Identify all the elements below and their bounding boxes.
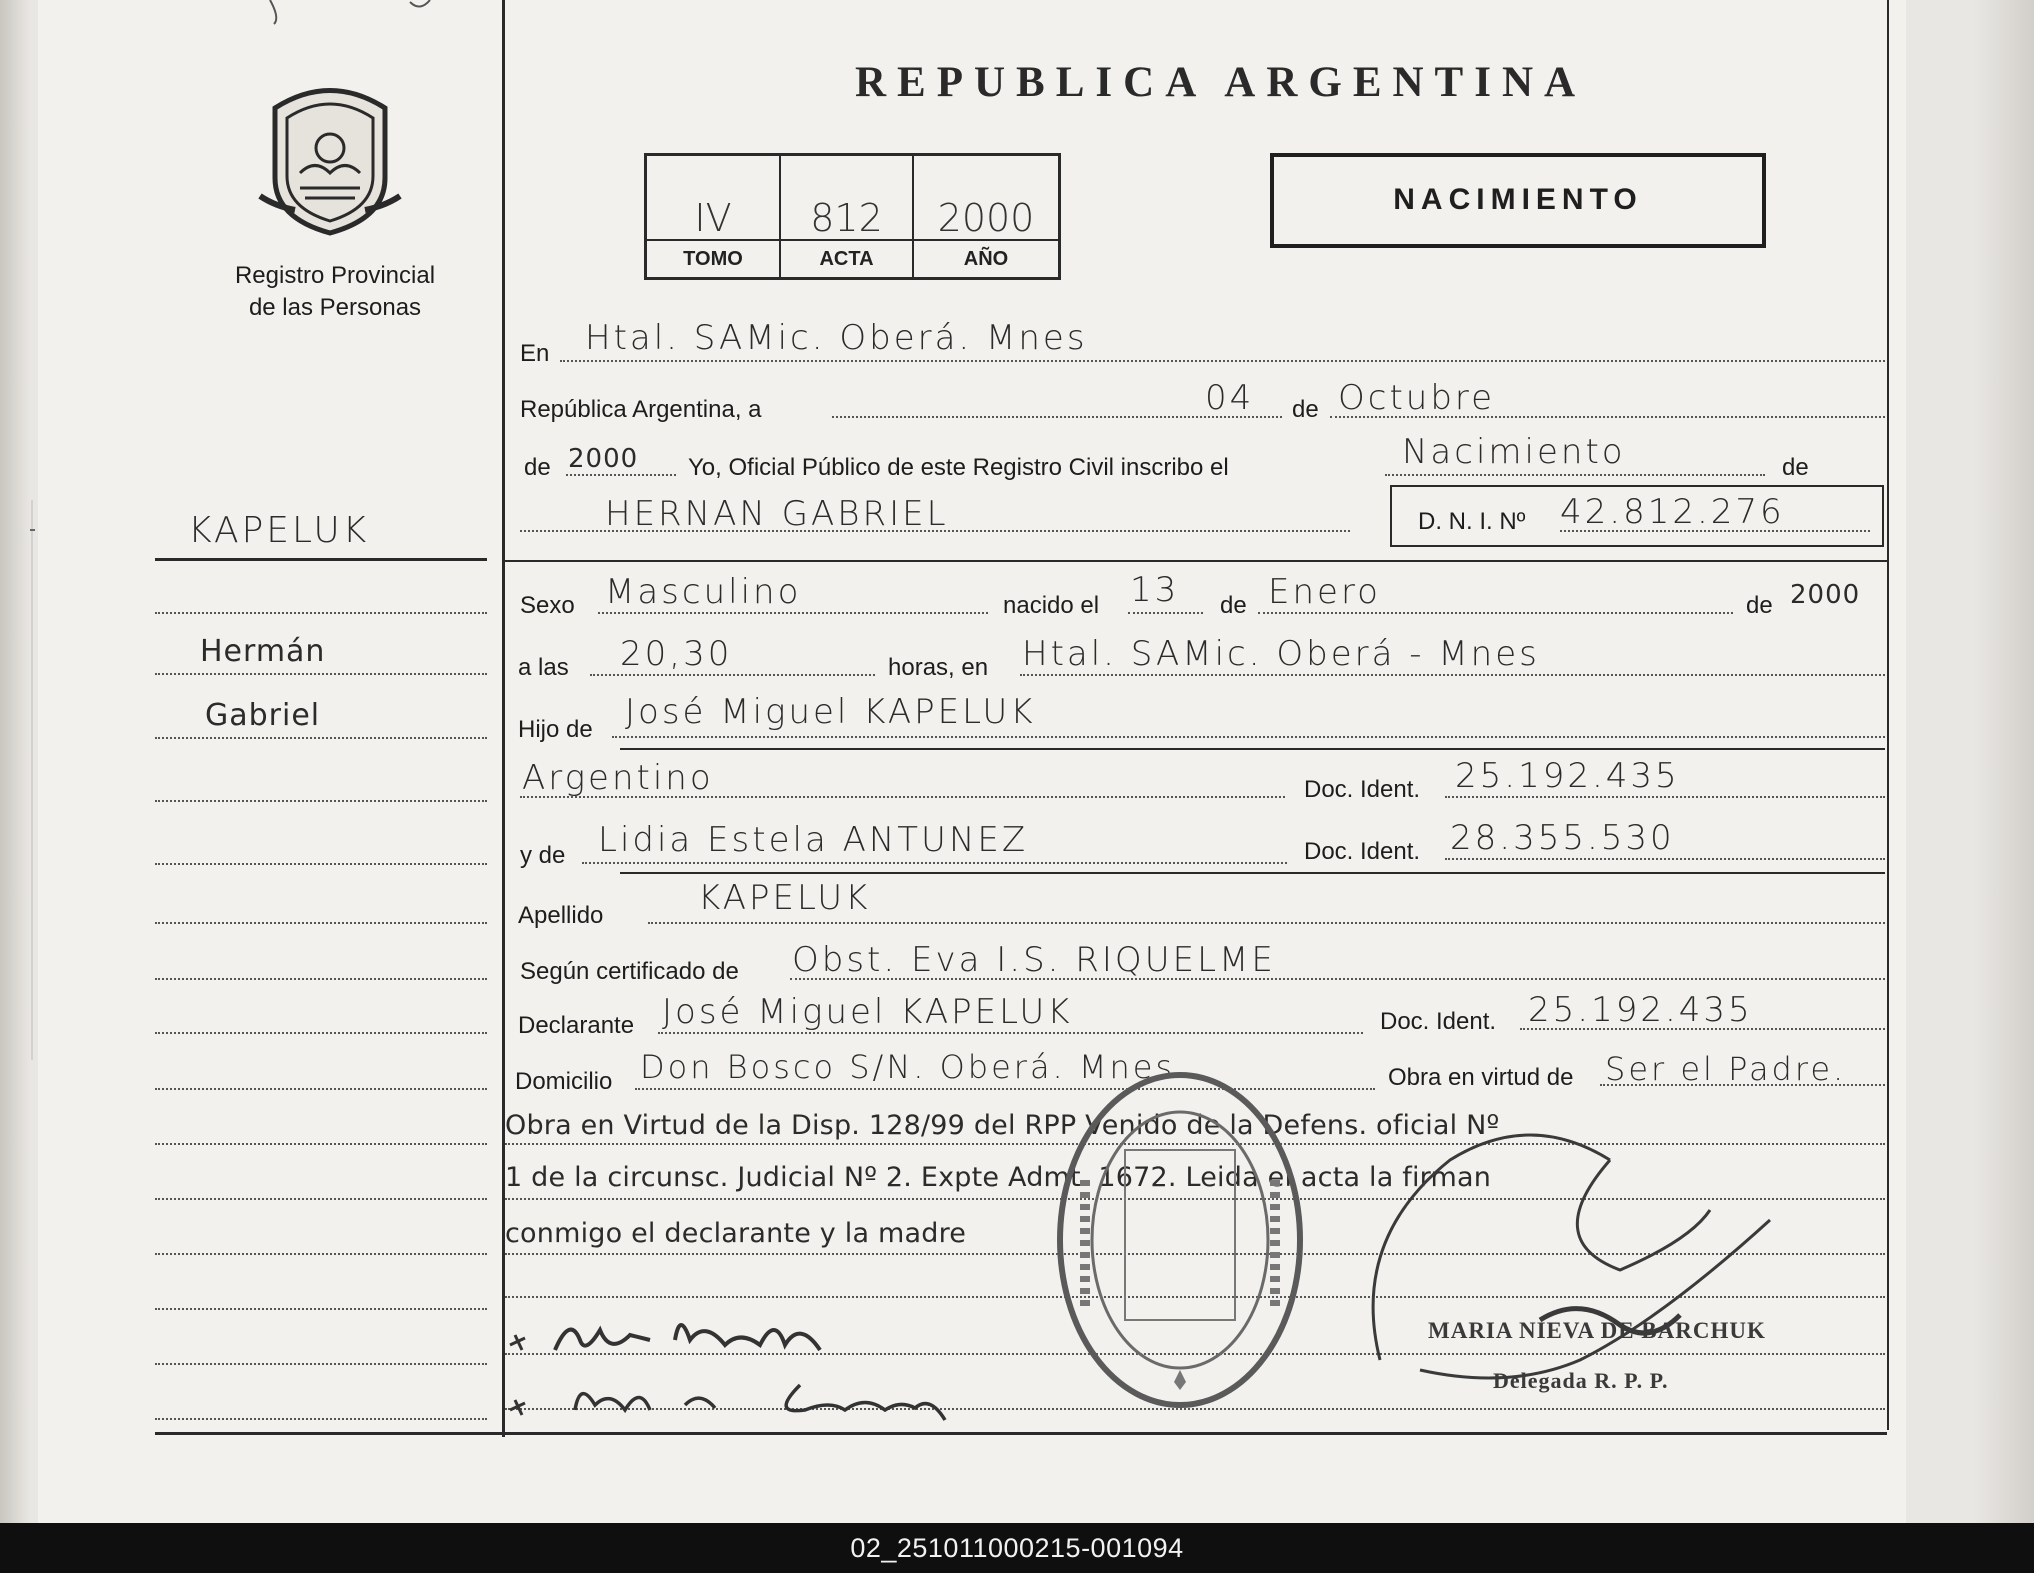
tomo-value: IV [694,196,732,240]
official-name: MARIA NIEVA DE BARCHUK [1428,1318,1766,1343]
label-nacido-el: nacido el [1003,592,1100,619]
margin-line [155,978,487,980]
pen-mark [260,0,440,30]
row-rule [620,872,1885,874]
value-nationality: Argentino [522,758,714,798]
tomo-cell [647,156,781,277]
label-declarante: Declarante [518,1012,635,1039]
margin-line [155,1143,487,1145]
margin-line [155,1253,487,1255]
label-en: En [520,340,550,367]
margin-line [155,922,487,924]
field-line [1445,858,1885,860]
label-a-las: a las [518,654,569,681]
field-line [590,674,875,676]
value-dni: 42.812.276 [1560,492,1785,532]
registry-stamp-icon [1045,1060,1315,1420]
label-doc-ident-1: Doc. Ident. [1304,776,1421,803]
label-doc-ident-2: Doc. Ident. [1304,838,1421,865]
margin-line [155,1308,487,1310]
value-birth-month: Enero [1268,572,1381,612]
label-hijo-de: Hijo de [518,716,593,743]
registry-name-line1: Registro Provincial [234,262,436,289]
province-seal-icon [255,78,405,238]
value-full-name: HERNAN GABRIEL [605,494,949,534]
row-rule [620,748,1885,750]
value-year: 2000 [568,444,639,474]
field-line [1020,674,1885,676]
label-de-5: de [1746,592,1773,619]
label-doc-ident-3: Doc. Ident. [1380,1008,1497,1035]
field-line [648,922,1885,924]
value-month: Octubre [1338,378,1496,418]
label-de-2: de [524,454,551,481]
field-line [598,612,988,614]
label-de-4: de [1220,592,1247,619]
note-line-1: Obra en Virtud de la Disp. 128/99 del RPP Venido de la Defens. oficial Nº [505,1110,1500,1141]
margin-line [155,1418,487,1420]
bottom-border [155,1432,1887,1435]
value-time: 20,30 [620,634,733,674]
acta-value: 812 [810,196,883,240]
label-sexo: Sexo [520,592,575,619]
reference-table [644,153,1061,280]
country-title: REPUBLICA ARGENTINA [855,59,1587,106]
margin-line [155,800,487,802]
field-line [1258,612,1733,614]
value-mother: Lidia Estela ANTUNEZ [598,820,1029,860]
label-de-3: de [1782,454,1809,481]
official-role: Delegada R. P. P. [1493,1368,1669,1393]
file-id: 02_251011000215-001094 [850,1533,1184,1563]
value-certificate-by: Obst. Eva I.S. RIQUELME [792,940,1276,980]
value-father: José Miguel KAPELUK [625,692,1036,732]
note-line-3: conmigo el declarante y la madre [505,1218,967,1249]
margin-line [155,1032,487,1034]
binding-marks [29,500,37,1060]
section-divider [502,560,1887,562]
label-republica-a: República Argentina, a [520,396,762,423]
anio-cell [914,156,1058,277]
page-edge-left [0,0,30,1523]
margin-line [155,1198,487,1200]
margin-line [155,1363,487,1365]
value-birth-place: Htal. SAMic. Oberá - Mnes [1022,634,1540,674]
margin-line [155,673,487,675]
field-line [1128,612,1203,614]
page-edge-right [1974,0,2034,1523]
label-yo-oficial: Yo, Oficial Público de este Registro Civil inscribo el [688,454,1229,481]
value-father-doc: 25.192.435 [1455,756,1680,796]
acta-label: ACTA [781,239,912,277]
margin-given-name-1: Hermán [200,634,326,669]
margin-divider [155,558,487,561]
value-birth-day: 13 [1130,570,1180,610]
field-line [612,736,1885,738]
field-line [582,862,1287,864]
value-sex: Masculino [605,572,802,612]
label-obra-en-virtud: Obra en virtud de [1388,1064,1574,1091]
registry-name [150,260,520,324]
value-declarant-doc: 25.192.435 [1528,990,1753,1030]
label-domicilio: Domicilio [515,1068,613,1095]
field-line [1445,796,1885,798]
value-surname: KAPELUK [698,878,871,918]
label-y-de: y de [520,842,566,869]
margin-line [155,1088,487,1090]
label-horas-en: horas, en [888,654,989,681]
value-day: 04 [1205,378,1255,418]
label-de-1: de [1292,396,1319,423]
margin-given-name-2: Gabriel [205,698,321,733]
margin-line [155,863,487,865]
registry-name-line2: de las Personas [248,294,422,321]
record-type-box: NACIMIENTO [1270,153,1766,248]
anio-label: AÑO [914,239,1058,277]
margin-line [155,612,487,614]
value-address: Don Bosco S/N. Oberá. Mnes [640,1048,1176,1086]
acta-cell [781,156,914,277]
value-acting-as: Ser el Padre. [1605,1050,1847,1088]
value-declarant: José Miguel KAPELUK [662,992,1073,1032]
anio-value: 2000 [937,196,1035,240]
label-segun-certificado: Según certificado de [520,958,739,985]
value-mother-doc: 28.355.530 [1450,818,1675,858]
field-line [1385,474,1765,476]
value-place: Htal. SAMic. Oberá. Mnes [585,318,1088,358]
note-line-2: 1 de la circunsc. Judicial Nº 2. Expte Admt. 1672. Leida el acta la firman [505,1162,1492,1193]
field-line [658,1032,1363,1034]
right-border [1887,0,1889,1430]
field-line [566,474,676,476]
tomo-label: TOMO [647,239,779,277]
label-apellido: Apellido [518,902,604,929]
label-dni: D. N. I. Nº [1418,508,1526,535]
field-line [560,360,1885,362]
margin-surname: KAPELUK [188,510,370,551]
party-signatures [500,1310,1020,1440]
margin-line [155,737,487,739]
value-event: Nacimiento [1402,432,1626,472]
value-birth-year: 2000 [1790,580,1861,610]
